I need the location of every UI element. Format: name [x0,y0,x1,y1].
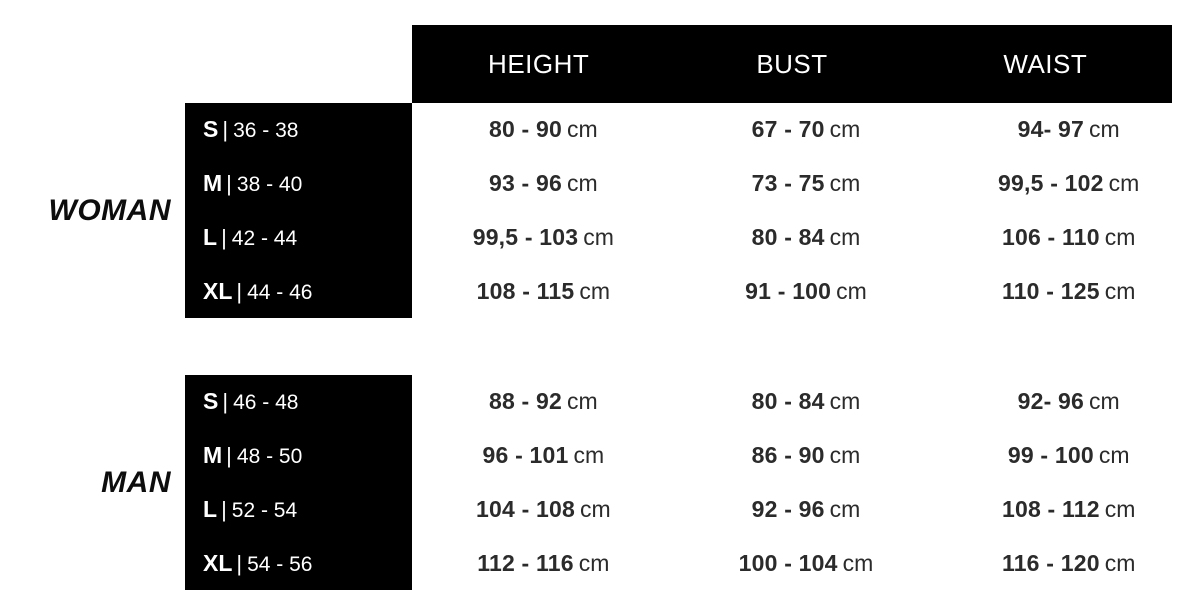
table-row [185,211,1200,265]
size-separator: | [221,224,227,250]
size-cell [185,116,412,143]
height-cell [412,388,675,415]
table-row [185,375,1200,429]
group-label-cell-man [0,375,185,590]
waist-value: 99,5 - 102 [998,170,1104,197]
waist-cell [937,550,1200,577]
waist-unit: cm [1104,549,1136,576]
size-range: 46 - 48 [233,391,299,415]
size-separator: | [226,171,232,197]
size-cell [185,278,412,305]
waist-unit: cm [1108,170,1140,197]
column-header-height: HEIGHT [488,48,590,79]
bust-unit: cm [842,549,874,576]
height-cell [412,278,675,305]
size-group-man [0,375,1200,590]
height-unit: cm [578,549,610,576]
height-value: 112 - 116 [477,549,574,576]
size-code: L [203,223,218,250]
bust-unit: cm [829,223,861,250]
waist-cell [937,388,1200,415]
size-code: S [203,116,219,143]
size-range: 44 - 46 [247,280,313,304]
bust-cell [675,388,938,415]
waist-value: 116 - 120 [1001,549,1100,576]
size-range: 54 - 56 [247,552,313,576]
bust-unit: cm [829,170,861,197]
bust-value: 67 - 70 [751,116,825,143]
table-row [185,536,1200,590]
height-unit: cm [567,116,598,143]
waist-cell [937,224,1200,251]
bust-cell [675,550,938,577]
table-header-row [412,25,1172,103]
height-value: 96 - 101 [482,442,569,469]
height-value: 99,5 - 103 [472,223,579,250]
waist-unit: cm [1104,277,1136,304]
bust-value: 92 - 96 [751,495,825,522]
waist-cell [937,116,1200,143]
bust-cell [675,278,938,305]
bust-value: 80 - 84 [751,223,825,250]
waist-cell [937,496,1200,523]
height-value: 80 - 90 [488,116,562,143]
bust-cell [675,224,938,251]
bust-value: 73 - 75 [751,170,825,197]
height-unit: cm [567,388,598,415]
size-range: 48 - 50 [236,445,303,469]
size-range: 42 - 44 [231,226,298,250]
waist-value: 110 - 125 [1001,277,1100,304]
waist-value: 108 - 112 [1001,495,1100,522]
size-separator: | [226,443,232,469]
bust-unit: cm [836,277,867,304]
bust-cell [675,170,938,197]
waist-unit: cm [1089,388,1120,415]
waist-cell [937,170,1200,197]
waist-unit: cm [1089,116,1120,143]
bust-unit: cm [829,495,861,522]
bust-cell [675,116,938,143]
size-range: 52 - 54 [231,498,298,522]
height-value: 108 - 115 [476,277,575,304]
bust-value: 86 - 90 [751,442,825,469]
height-cell [412,116,675,143]
waist-cell [937,442,1200,469]
height-cell [412,550,675,577]
size-separator: | [236,550,243,576]
table-row [185,264,1200,318]
waist-cell [937,278,1200,305]
bust-cell [675,442,938,469]
waist-value: 94- 97 [1017,116,1085,143]
bust-unit: cm [829,442,861,469]
column-header-bust: BUST [756,48,828,79]
size-cell [185,496,412,523]
height-unit: cm [583,223,614,250]
size-rows-woman [185,103,1200,318]
height-value: 93 - 96 [488,170,562,197]
height-unit: cm [579,277,611,304]
group-label-cell-woman [0,103,185,318]
size-cell [185,388,412,415]
waist-value: 99 - 100 [1007,442,1094,469]
bust-value: 100 - 104 [738,549,838,576]
waist-unit: cm [1104,223,1136,250]
table-row [185,429,1200,483]
size-separator: | [222,117,229,143]
table-row [185,103,1200,157]
height-cell [412,442,675,469]
height-unit: cm [573,442,605,469]
size-code: S [203,388,219,415]
height-value: 104 - 108 [476,495,575,522]
bust-value: 80 - 84 [751,388,825,415]
size-code: L [203,495,218,522]
table-row [185,157,1200,211]
group-label-man: MAN [101,465,171,499]
height-cell [412,496,675,523]
size-range: 36 - 38 [233,119,299,143]
table-row [185,483,1200,537]
bust-unit: cm [829,388,861,415]
bust-cell [675,496,938,523]
height-unit: cm [567,170,598,197]
size-code: XL [203,549,233,576]
waist-value: 92- 96 [1017,388,1085,415]
size-cell [185,442,412,469]
column-header-waist: WAIST [1003,48,1088,79]
waist-unit: cm [1104,495,1136,522]
size-cell [185,550,412,577]
size-separator: | [221,496,227,522]
size-separator: | [236,278,243,304]
size-separator: | [222,389,229,415]
height-unit: cm [580,495,611,522]
size-group-woman [0,103,1200,318]
size-rows-man [185,375,1200,590]
group-label-woman: WOMAN [48,193,171,227]
size-cell [185,170,412,197]
height-value: 88 - 92 [488,388,562,415]
size-range: 38 - 40 [236,173,303,197]
waist-unit: cm [1098,442,1130,469]
height-cell [412,224,675,251]
height-cell [412,170,675,197]
size-code: XL [203,277,233,304]
size-code: M [203,442,223,469]
waist-value: 106 - 110 [1001,223,1100,250]
bust-unit: cm [829,116,861,143]
bust-value: 91 - 100 [745,277,832,304]
size-cell [185,224,412,251]
size-code: M [203,170,223,197]
